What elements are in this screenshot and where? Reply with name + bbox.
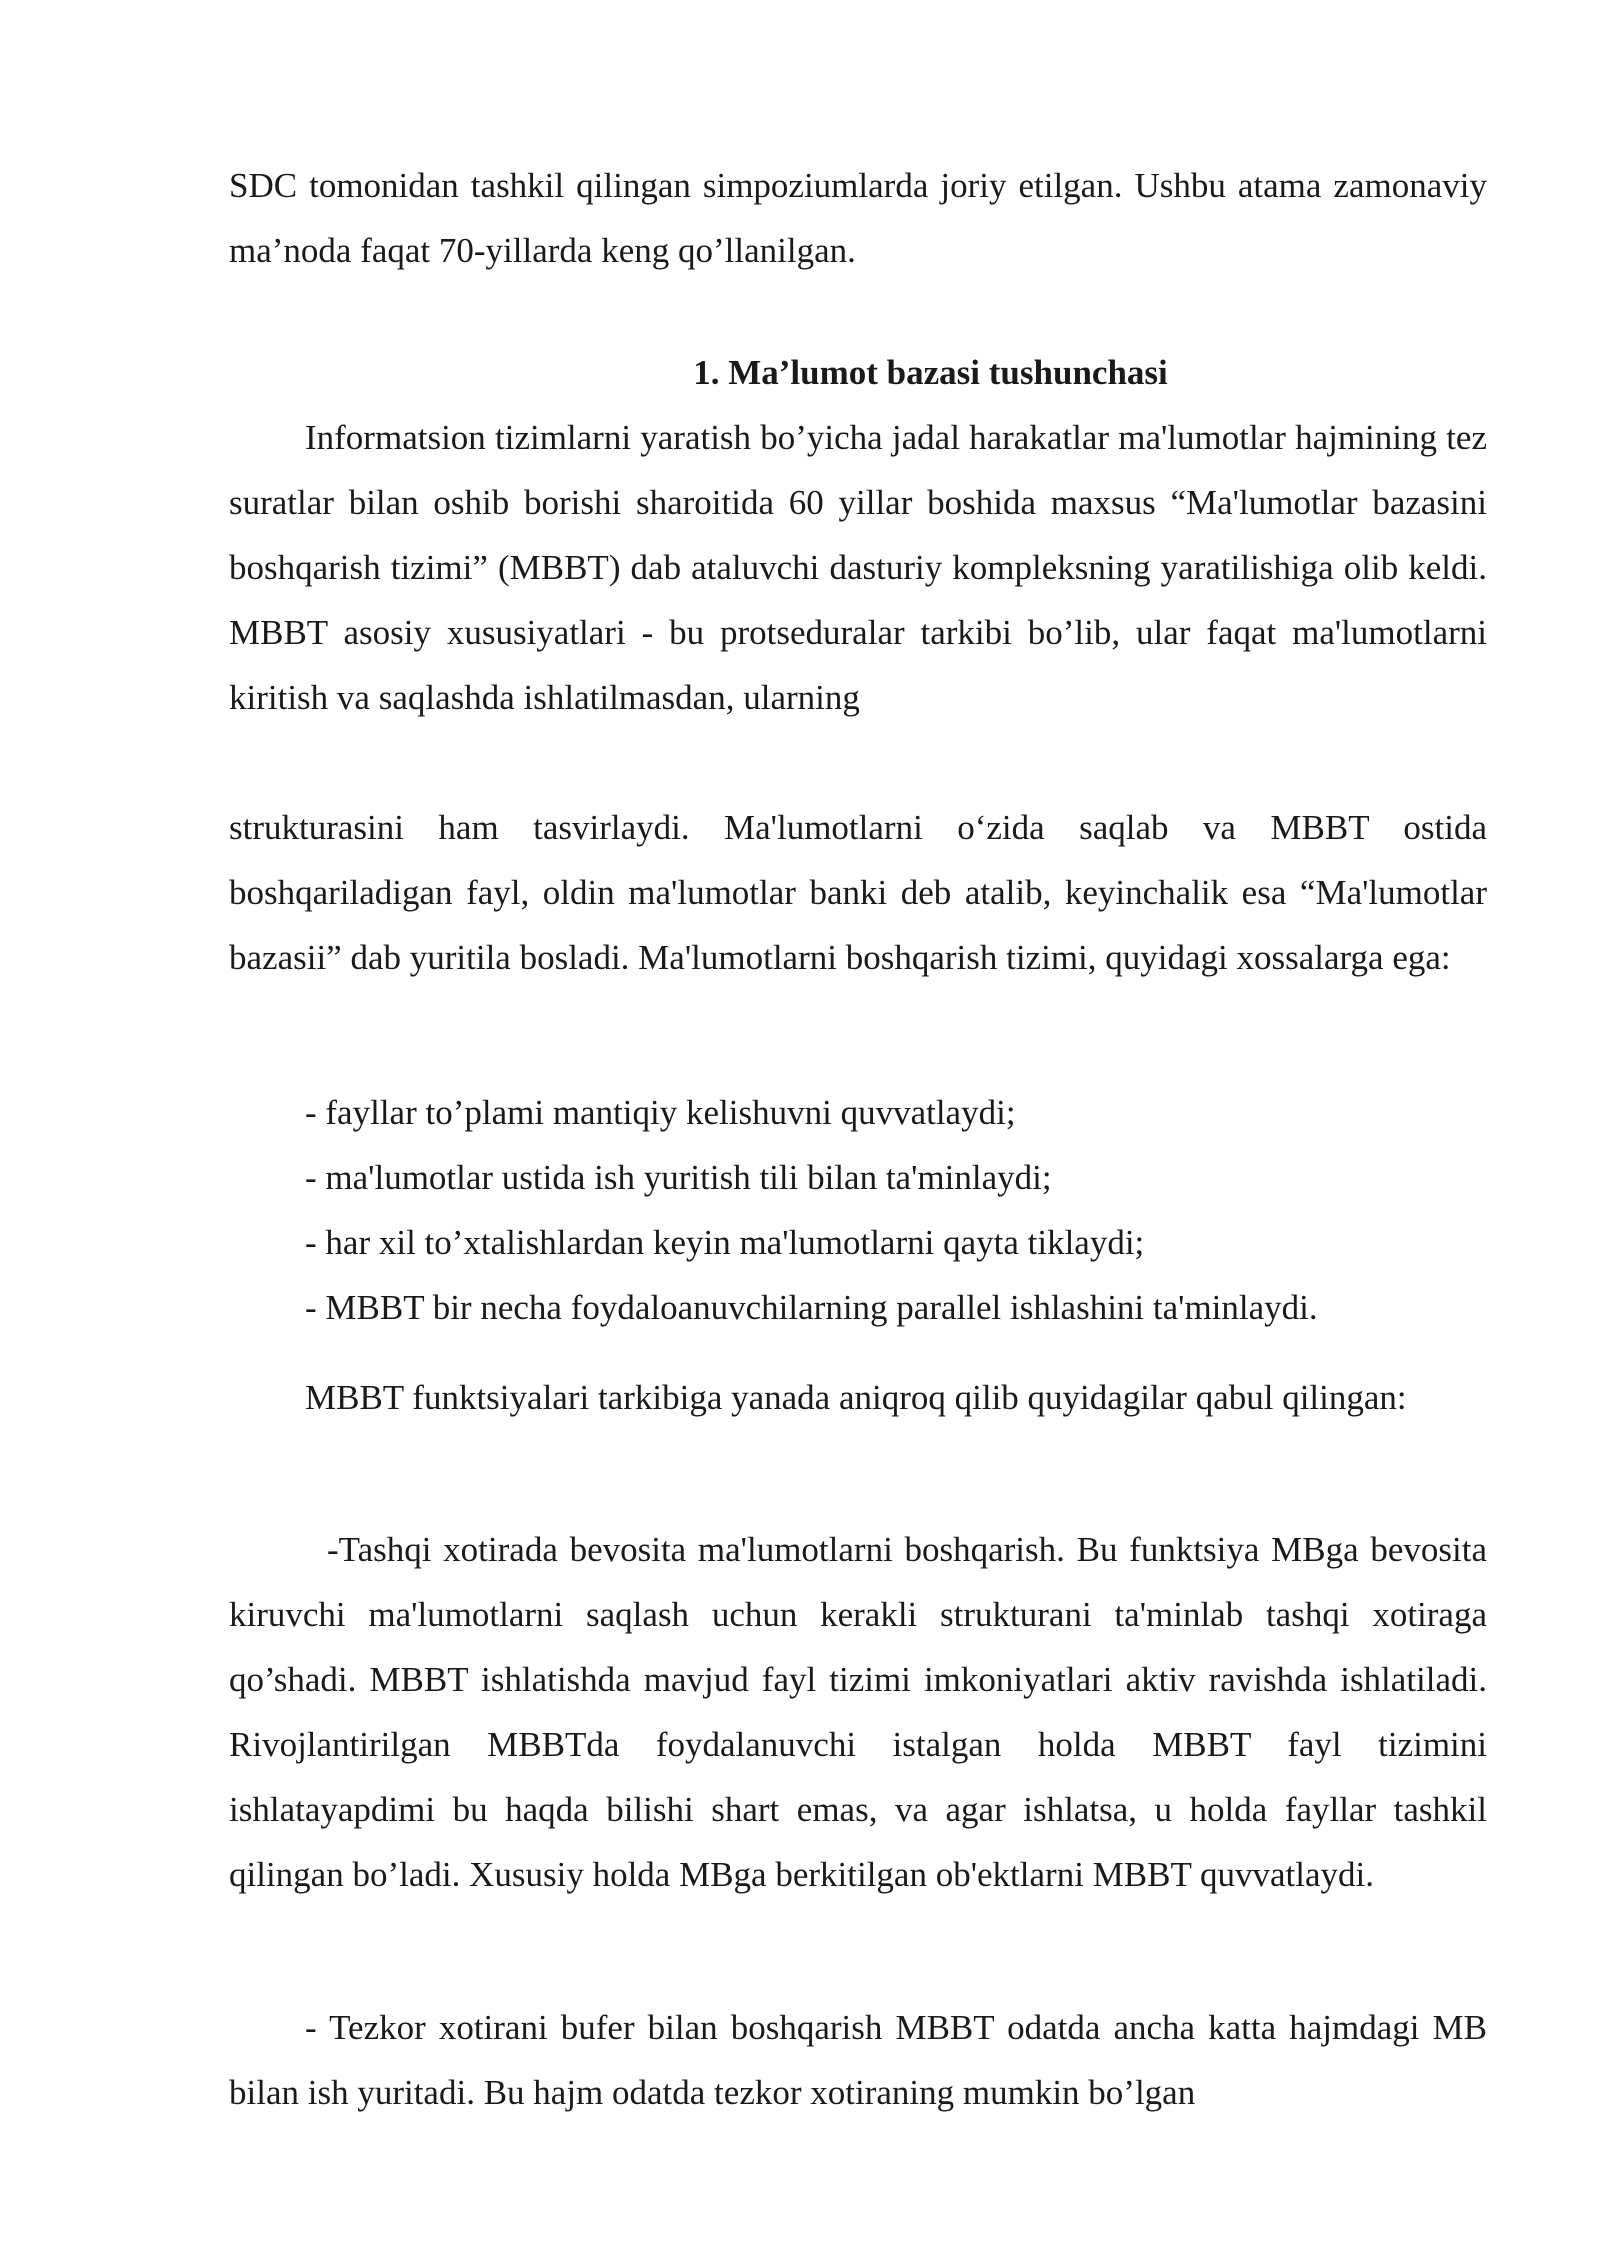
functions-intro: MBBT funktsiyalari tarkibiga yanada aniqroq qilib quyidagilar qabul qilingan: — [305, 1378, 1407, 1417]
intro-paragraph: SDC tomonidan tashkil qilingan simpoziumlarda joriy etilgan. Ushbu atama zamonaviy ma’noda faqat 70-yillarda keng qo’llanilgan. — [229, 166, 1487, 270]
paragraph-database-definition: strukturasini ham tasvirlaydi. Ma'lumotlarni o‘zida saqlab va MBBT ostida boshqariladigan fayl, oldin ma'lumotlar banki deb atalib, keyinchalik esa “Ma'lumotlar bazasii” dab yuritila bosladi. Ma'lumotlarni boshqarish tizimi, quyidagi xossalarga ega: — [229, 808, 1487, 977]
section-heading: 1. Ma’lumot bazasi tushunchasi — [693, 353, 1168, 392]
list-item: - har xil to’xtalishlardan keyin ma'lumotlarni qayta tiklaydi; — [305, 1223, 1145, 1262]
paragraph-database-history: Informatsion tizimlarni yaratish bo’yicha jadal harakatlar ma'lumotlar hajmining tez suratlar bilan oshib borishi sharoitida 60 yillar boshida maxsus “Ma'lumotlar bazasini boshqarish tizimi” (MBBT) dab ataluvchi dasturiy kompleksning yaratilishiga olib keldi. MBBT asosiy xususiyatlari - bu protseduralar tarkibi bo’lib, ular faqat ma'lumotlarni kiritish va saqlashda ishlatilmasdan, ularning — [229, 418, 1487, 717]
list-item: - MBBT bir necha foydaloanuvchilarning parallel ishlashini ta'minlaydi. — [305, 1288, 1318, 1327]
paragraph-external-memory: -Tashqi xotirada bevosita ma'lumotlarni boshqarish. Bu funktsiya MBga bevosita kiruvchi ma'lumotlarni saqlash uchun kerakli strukturani ta'minlab tashqi xotiraga qo’shadi. MBBT ishlatishda mavjud fayl tizimi imkoniyatlari aktiv ravishda ishlatiladi. Rivojlantirilgan MBBTda foydalanuvchi istalgan holda MBBT fayl tizimini ishlatayapdimi bu haqda bilishi shart emas, va agar ishlatsa, u holda fayllar tashkil qilingan bo’ladi. Xususiy holda MBga berkitilgan ob'ektlarni MBBT quvvatlaydi. — [229, 1530, 1487, 1894]
paragraph-buffer-memory: - Tezkor xotirani bufer bilan boshqarish MBBT odatda ancha katta hajmdagi MB bilan ish yuritadi. Bu hajm odatda tezkor xotiraning mumkin bo’lgan — [229, 2008, 1487, 2112]
properties-list — [305, 1080, 1487, 1340]
list-item: - fayllar to’plami mantiqiy kelishuvni quvvatlaydi; — [305, 1093, 1016, 1132]
list-item: - ma'lumotlar ustida ish yuritish tili bilan ta'minlaydi; — [305, 1158, 1052, 1197]
